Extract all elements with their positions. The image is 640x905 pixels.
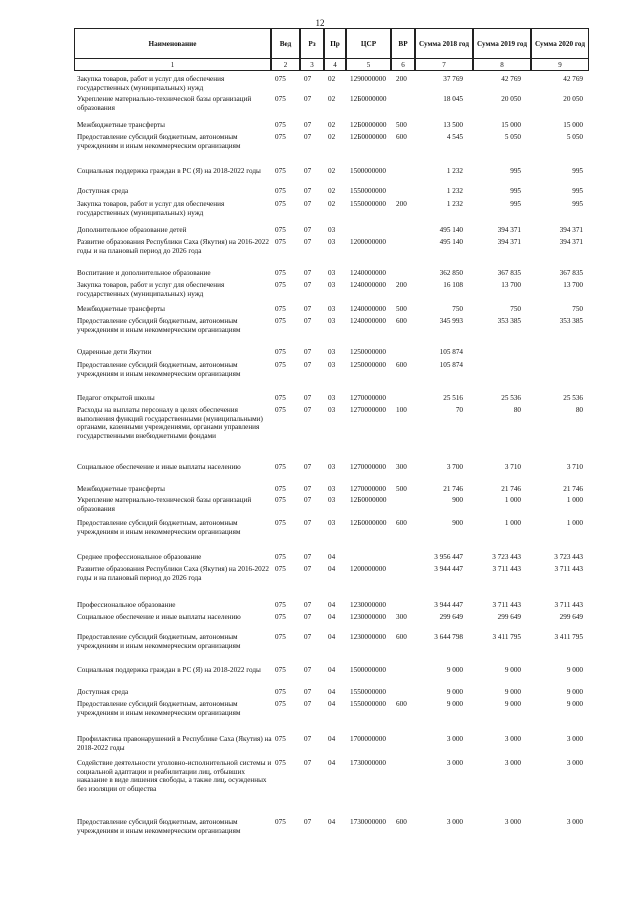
table-cell-sum-2019: 995 (510, 167, 521, 175)
table-cell-sum-2019: 1 000 (504, 519, 521, 527)
table-cell-sum-2018: 495 140 (439, 226, 463, 234)
table-cell-sum-2019: 42 769 (501, 75, 521, 83)
table-cell-ved: 075 (275, 496, 286, 504)
table-cell-rz: 07 (304, 95, 312, 103)
table-cell-csr: 1200000000 (350, 565, 386, 573)
table-cell-sum-2019: 5 050 (504, 133, 521, 141)
table-cell-sum-2018: 13 500 (443, 121, 463, 129)
table-cell-ved: 075 (275, 133, 286, 141)
table-cell-csr: 1500000000 (350, 167, 386, 175)
table-cell-sum-2018: 900 (452, 519, 463, 527)
table-cell-name: Межбюджетные трансферты (77, 485, 165, 493)
table-cell-sum-2018: 3 000 (446, 818, 463, 826)
table-cell-pr: 02 (328, 121, 336, 129)
table-cell-rz: 07 (304, 759, 312, 767)
table-cell-sum-2019: 3 711 443 (492, 601, 521, 609)
table-cell-name: Расходы на выплаты персоналу в целях обеспечения выполнения функций государственными (муниципальными) органами, казенными учреждениями, органами управления государственными внебюджетными фондами (77, 406, 263, 441)
table-cell-ved: 075 (275, 348, 286, 356)
table-cell-sum-2018: 900 (452, 496, 463, 504)
table-cell-sum-2019: 3 000 (504, 735, 521, 743)
table-cell-rz: 07 (304, 394, 312, 402)
column-number: 3 (300, 58, 324, 71)
table-cell-ved: 075 (275, 463, 286, 471)
table-cell-sum-2019: 9 000 (504, 666, 521, 674)
table-cell-sum-2018: 37 769 (443, 75, 463, 83)
table-cell-pr: 04 (328, 633, 336, 641)
table-cell-sum-2019: 9 000 (504, 700, 521, 708)
table-cell-ved: 075 (275, 305, 286, 313)
table-cell-vr: 600 (396, 818, 407, 826)
header-vr: ВР (391, 28, 415, 59)
table-cell-pr: 02 (328, 167, 336, 175)
table-cell-csr: 1550000000 (350, 700, 386, 708)
table-cell-sum-2018: 1 232 (446, 187, 463, 195)
table-cell-sum-2020: 21 746 (563, 485, 583, 493)
table-cell-rz: 07 (304, 666, 312, 674)
table-cell-ved: 075 (275, 187, 286, 195)
table-cell-csr: 1230000000 (350, 601, 386, 609)
table-cell-sum-2020: 9 000 (566, 688, 583, 696)
table-cell-name: Закупка товаров, работ и услуг для обеспечения государственных (муниципальных) нужд (77, 75, 225, 92)
table-cell-sum-2018: 1 232 (446, 167, 463, 175)
table-cell-ved: 075 (275, 95, 286, 103)
table-cell-name: Укрепление материально-технической базы организаций образования (77, 95, 252, 112)
table-cell-csr: 1240000000 (350, 317, 386, 325)
table-cell-pr: 03 (328, 269, 336, 277)
column-number: 5 (346, 58, 391, 71)
table-cell-pr: 02 (328, 200, 336, 208)
table-cell-sum-2020: 394 371 (559, 226, 583, 234)
table-cell-sum-2019: 3 723 443 (492, 553, 521, 561)
table-cell-name: Межбюджетные трансферты (77, 121, 165, 129)
table-cell-csr: 1250000000 (350, 348, 386, 356)
table-cell-sum-2020: 995 (572, 167, 583, 175)
table-cell-ved: 075 (275, 394, 286, 402)
table-cell-vr: 600 (396, 519, 407, 527)
table-cell-csr: 1240000000 (350, 305, 386, 313)
table-cell-csr: 1250000000 (350, 361, 386, 369)
table-cell-csr: 1200000000 (350, 238, 386, 246)
table-cell-pr: 04 (328, 601, 336, 609)
table-cell-sum-2020: 3 000 (566, 818, 583, 826)
table-cell-sum-2020: 42 769 (563, 75, 583, 83)
table-cell-pr: 04 (328, 818, 336, 826)
table-cell-ved: 075 (275, 167, 286, 175)
table-cell-pr: 02 (328, 95, 336, 103)
table-cell-vr: 200 (396, 75, 407, 83)
table-cell-pr: 03 (328, 519, 336, 527)
table-cell-name: Одаренные дети Якутии (77, 348, 152, 356)
table-cell-csr: 1550000000 (350, 688, 386, 696)
table-cell-sum-2018: 18 045 (443, 95, 463, 103)
table-cell-ved: 075 (275, 565, 286, 573)
table-cell-name: Предоставление субсидий бюджетным, автономным учреждениям и иным некоммерческим организациям (77, 519, 241, 536)
table-cell-rz: 07 (304, 281, 312, 289)
header-sum-2018: Сумма 2018 год (415, 28, 473, 59)
table-cell-pr: 03 (328, 317, 336, 325)
table-cell-name: Укрепление материально-технической базы организаций образования (77, 496, 252, 513)
table-cell-rz: 07 (304, 238, 312, 246)
table-cell-sum-2020: 3 711 443 (554, 601, 583, 609)
table-cell-sum-2020: 5 050 (566, 133, 583, 141)
table-cell-rz: 07 (304, 361, 312, 369)
column-number: 4 (324, 58, 346, 71)
table-cell-name: Доступная среда (77, 187, 129, 195)
header-pr: Пр (324, 28, 346, 59)
table-cell-csr: 1240000000 (350, 281, 386, 289)
table-cell-sum-2019: 353 385 (497, 317, 521, 325)
table-cell-sum-2018: 299 649 (439, 613, 463, 621)
table-cell-rz: 07 (304, 406, 312, 414)
table-cell-sum-2019: 3 000 (504, 818, 521, 826)
table-cell-ved: 075 (275, 269, 286, 277)
table-cell-sum-2018: 3 700 (446, 463, 463, 471)
table-cell-pr: 04 (328, 553, 336, 561)
table-cell-sum-2018: 4 545 (446, 133, 463, 141)
table-cell-sum-2019: 995 (510, 200, 521, 208)
table-cell-csr: 1730000000 (350, 818, 386, 826)
table-cell-vr: 600 (396, 317, 407, 325)
table-cell-pr: 04 (328, 700, 336, 708)
table-cell-name: Дополнительное образование детей (77, 226, 187, 234)
table-cell-csr: 1550000000 (350, 200, 386, 208)
table-cell-sum-2020: 3 723 443 (554, 553, 583, 561)
table-cell-sum-2018: 3 000 (446, 735, 463, 743)
table-cell-sum-2018: 495 140 (439, 238, 463, 246)
table-cell-name: Предоставление субсидий бюджетным, автономным учреждениям и иным некоммерческим организациям (77, 818, 241, 835)
table-cell-sum-2018: 9 000 (446, 666, 463, 674)
table-cell-sum-2018: 21 746 (443, 485, 463, 493)
table-cell-pr: 03 (328, 394, 336, 402)
table-cell-rz: 07 (304, 200, 312, 208)
table-cell-sum-2020: 353 385 (559, 317, 583, 325)
table-cell-rz: 07 (304, 496, 312, 504)
table-cell-sum-2018: 3 644 798 (434, 633, 463, 641)
table-cell-ved: 075 (275, 281, 286, 289)
table-cell-ved: 075 (275, 75, 286, 83)
table-cell-ved: 075 (275, 735, 286, 743)
header-name: Наименование (74, 28, 271, 59)
table-cell-ved: 075 (275, 601, 286, 609)
table-cell-sum-2020: 3 710 (566, 463, 583, 471)
table-cell-ved: 075 (275, 121, 286, 129)
table-cell-csr: 12Б0000000 (350, 519, 387, 527)
table-cell-rz: 07 (304, 633, 312, 641)
table-cell-ved: 075 (275, 485, 286, 493)
table-cell-csr: 1290000000 (350, 75, 386, 83)
header-sum-2020: Сумма 2020 год (531, 28, 589, 59)
table-cell-sum-2019: 21 746 (501, 485, 521, 493)
table-cell-csr: 1230000000 (350, 613, 386, 621)
table-cell-csr: 12Б0000000 (350, 121, 387, 129)
table-cell-sum-2020: 9 000 (566, 666, 583, 674)
table-cell-pr: 03 (328, 463, 336, 471)
table-cell-pr: 03 (328, 305, 336, 313)
table-cell-sum-2018: 1 232 (446, 200, 463, 208)
table-cell-vr: 600 (396, 133, 407, 141)
table-cell-rz: 07 (304, 735, 312, 743)
table-cell-csr: 1730000000 (350, 759, 386, 767)
table-cell-sum-2020: 3 711 443 (554, 565, 583, 573)
table-cell-ved: 075 (275, 406, 286, 414)
table-cell-ved: 075 (275, 226, 286, 234)
table-cell-pr: 04 (328, 565, 336, 573)
table-cell-sum-2018: 105 874 (439, 348, 463, 356)
table-cell-sum-2018: 750 (452, 305, 463, 313)
table-cell-sum-2020: 995 (572, 200, 583, 208)
table-cell-sum-2019: 1 000 (504, 496, 521, 504)
table-cell-sum-2020: 13 700 (563, 281, 583, 289)
table-cell-sum-2020: 299 649 (559, 613, 583, 621)
table-cell-name: Среднее профессиональное образование (77, 553, 202, 561)
table-cell-sum-2018: 25 516 (443, 394, 463, 402)
table-cell-pr: 04 (328, 613, 336, 621)
table-cell-name: Доступная среда (77, 688, 129, 696)
table-cell-csr: 1500000000 (350, 666, 386, 674)
table-cell-sum-2018: 3 000 (446, 759, 463, 767)
table-cell-rz: 07 (304, 305, 312, 313)
table-cell-pr: 03 (328, 485, 336, 493)
table-cell-sum-2020: 750 (572, 305, 583, 313)
table-cell-name: Педагог открытой школы (77, 394, 155, 402)
table-cell-sum-2019: 299 649 (497, 613, 521, 621)
table-cell-rz: 07 (304, 317, 312, 325)
table-cell-sum-2018: 9 000 (446, 688, 463, 696)
table-cell-csr: 1230000000 (350, 633, 386, 641)
table-cell-rz: 07 (304, 613, 312, 621)
table-cell-name: Предоставление субсидий бюджетным, автономным учреждениям и иным некоммерческим организациям (77, 317, 241, 334)
table-cell-ved: 075 (275, 553, 286, 561)
header-csr: ЦСР (346, 28, 391, 59)
table-cell-vr: 500 (396, 121, 407, 129)
table-cell-sum-2020: 3 411 795 (554, 633, 583, 641)
table-cell-rz: 07 (304, 269, 312, 277)
table-cell-name: Профилактика правонарушений в Республике Саха (Якутия) на 2018-2022 годы (77, 735, 272, 752)
table-cell-ved: 075 (275, 317, 286, 325)
table-cell-csr: 12Б0000000 (350, 496, 387, 504)
table-cell-ved: 075 (275, 238, 286, 246)
header-rz: Рз (300, 28, 324, 59)
table-cell-sum-2020: 367 835 (559, 269, 583, 277)
table-cell-csr: 1270000000 (350, 463, 386, 471)
table-cell-ved: 075 (275, 759, 286, 767)
table-cell-vr: 100 (396, 406, 407, 414)
table-cell-sum-2020: 3 000 (566, 759, 583, 767)
table-cell-sum-2018: 9 000 (446, 700, 463, 708)
table-cell-sum-2020: 394 371 (559, 238, 583, 246)
table-cell-pr: 04 (328, 688, 336, 696)
table-cell-ved: 075 (275, 361, 286, 369)
table-cell-name: Социальное обеспечение и иные выплаты населению (77, 463, 241, 471)
table-cell-sum-2019: 15 000 (501, 121, 521, 129)
table-cell-ved: 075 (275, 633, 286, 641)
table-cell-sum-2018: 70 (455, 406, 463, 414)
table-cell-ved: 075 (275, 200, 286, 208)
table-cell-vr: 500 (396, 305, 407, 313)
table-cell-sum-2020: 1 000 (566, 496, 583, 504)
table-cell-csr: 1270000000 (350, 485, 386, 493)
table-cell-pr: 04 (328, 666, 336, 674)
table-cell-ved: 075 (275, 666, 286, 674)
table-cell-sum-2018: 3 944 447 (434, 565, 463, 573)
table-cell-sum-2019: 3 000 (504, 759, 521, 767)
table-cell-csr: 1270000000 (350, 394, 386, 402)
table-cell-sum-2020: 15 000 (563, 121, 583, 129)
table-cell-sum-2020: 20 050 (563, 95, 583, 103)
column-number: 6 (391, 58, 415, 71)
table-cell-rz: 07 (304, 167, 312, 175)
table-cell-pr: 03 (328, 406, 336, 414)
table-cell-sum-2018: 345 993 (439, 317, 463, 325)
table-cell-sum-2020: 80 (575, 406, 583, 414)
table-cell-name: Социальная поддержка граждан в РС (Я) на 2018-2022 годы (77, 666, 261, 674)
table-cell-csr: 1240000000 (350, 269, 386, 277)
column-number: 2 (271, 58, 300, 71)
table-cell-sum-2020: 995 (572, 187, 583, 195)
table-cell-name: Закупка товаров, работ и услуг для обеспечения государственных (муниципальных) нужд (77, 281, 225, 298)
table-cell-name: Воспитание и дополнительное образование (77, 269, 211, 277)
table-cell-sum-2018: 16 108 (443, 281, 463, 289)
table-cell-name: Развитие образования Республики Саха (Якутия) на 2016-2022 годы и на плановый период до 2026 года (77, 565, 269, 582)
table-cell-csr: 12Б0000000 (350, 133, 387, 141)
table-cell-sum-2020: 9 000 (566, 700, 583, 708)
column-number: 1 (74, 58, 271, 71)
table-cell-sum-2019: 13 700 (501, 281, 521, 289)
table-cell-sum-2019: 995 (510, 187, 521, 195)
header-sum-2019: Сумма 2019 год (473, 28, 531, 59)
table-cell-pr: 03 (328, 226, 336, 234)
table-cell-name: Социальное обеспечение и иные выплаты населению (77, 613, 241, 621)
table-cell-rz: 07 (304, 601, 312, 609)
table-cell-sum-2020: 3 000 (566, 735, 583, 743)
table-cell-pr: 04 (328, 735, 336, 743)
table-cell-ved: 075 (275, 688, 286, 696)
table-cell-sum-2019: 367 835 (497, 269, 521, 277)
table-cell-rz: 07 (304, 553, 312, 561)
table-cell-sum-2018: 362 850 (439, 269, 463, 277)
table-cell-vr: 600 (396, 361, 407, 369)
table-cell-pr: 03 (328, 281, 336, 289)
table-cell-rz: 07 (304, 688, 312, 696)
table-cell-name: Содействие деятельности уголовно-исполнительной системы и социальной адаптации и реабилитации лиц, отбывших наказание в виде лишения свободы, а также лиц, осужденных без изоляции от общества (77, 759, 272, 794)
table-cell-vr: 600 (396, 700, 407, 708)
table-cell-sum-2018: 3 944 447 (434, 601, 463, 609)
table-cell-sum-2019: 394 371 (497, 226, 521, 234)
table-cell-name: Предоставление субсидий бюджетным, автономным учреждениям и иным некоммерческим организациям (77, 700, 241, 717)
table-cell-sum-2019: 3 411 795 (492, 633, 521, 641)
table-cell-pr: 03 (328, 238, 336, 246)
table-cell-rz: 07 (304, 348, 312, 356)
table-cell-ved: 075 (275, 700, 286, 708)
table-cell-sum-2018: 105 874 (439, 361, 463, 369)
table-cell-rz: 07 (304, 121, 312, 129)
table-cell-name: Предоставление субсидий бюджетным, автономным учреждениям и иным некоммерческим организациям (77, 633, 241, 650)
table-cell-csr: 1700000000 (350, 735, 386, 743)
table-cell-rz: 07 (304, 700, 312, 708)
table-cell-sum-2019: 750 (510, 305, 521, 313)
table-cell-vr: 600 (396, 633, 407, 641)
table-cell-vr: 500 (396, 485, 407, 493)
page-number: 12 (315, 18, 325, 28)
column-number: 8 (473, 58, 531, 71)
table-cell-sum-2019: 20 050 (501, 95, 521, 103)
table-cell-sum-2019: 80 (513, 406, 521, 414)
table-cell-pr: 03 (328, 361, 336, 369)
table-cell-rz: 07 (304, 133, 312, 141)
table-cell-sum-2019: 9 000 (504, 688, 521, 696)
table-cell-vr: 200 (396, 281, 407, 289)
table-cell-sum-2019: 394 371 (497, 238, 521, 246)
table-cell-pr: 03 (328, 348, 336, 356)
table-cell-name: Развитие образования Республики Саха (Якутия) на 2016-2022 годы и на плановый период до 2026 года (77, 238, 269, 255)
table-cell-pr: 02 (328, 133, 336, 141)
table-cell-ved: 075 (275, 519, 286, 527)
table-cell-sum-2020: 1 000 (566, 519, 583, 527)
table-cell-sum-2018: 3 956 447 (434, 553, 463, 561)
table-cell-rz: 07 (304, 226, 312, 234)
table-cell-ved: 075 (275, 613, 286, 621)
table-cell-csr: 1270000000 (350, 406, 386, 414)
table-cell-vr: 300 (396, 613, 407, 621)
table-cell-rz: 07 (304, 463, 312, 471)
table-cell-name: Профессиональное образование (77, 601, 176, 609)
table-cell-vr: 300 (396, 463, 407, 471)
table-cell-pr: 02 (328, 187, 336, 195)
table-cell-name: Предоставление субсидий бюджетным, автономным учреждениям и иным некоммерческим организациям (77, 133, 241, 150)
column-number: 7 (415, 58, 473, 71)
table-cell-name: Предоставление субсидий бюджетным, автономным учреждениям и иным некоммерческим организациям (77, 361, 241, 378)
table-cell-rz: 07 (304, 565, 312, 573)
table-cell-sum-2019: 3 711 443 (492, 565, 521, 573)
table-cell-rz: 07 (304, 187, 312, 195)
table-cell-rz: 07 (304, 485, 312, 493)
table-cell-pr: 02 (328, 75, 336, 83)
table-cell-csr: 1550000000 (350, 187, 386, 195)
table-cell-rz: 07 (304, 75, 312, 83)
table-cell-ved: 075 (275, 818, 286, 826)
table-cell-csr: 12Б0000000 (350, 95, 387, 103)
table-cell-name: Закупка товаров, работ и услуг для обеспечения государственных (муниципальных) нужд (77, 200, 225, 217)
table-cell-pr: 04 (328, 759, 336, 767)
table-cell-sum-2019: 25 536 (501, 394, 521, 402)
column-number: 9 (531, 58, 589, 71)
table-cell-name: Социальная поддержка граждан в РС (Я) на 2018-2022 годы (77, 167, 261, 175)
header-ved: Вед (271, 28, 300, 59)
table-cell-vr: 200 (396, 200, 407, 208)
table-cell-pr: 03 (328, 496, 336, 504)
table-cell-sum-2020: 25 536 (563, 394, 583, 402)
table-cell-rz: 07 (304, 818, 312, 826)
table-cell-name: Межбюджетные трансферты (77, 305, 165, 313)
table-cell-sum-2019: 3 710 (504, 463, 521, 471)
table-cell-rz: 07 (304, 519, 312, 527)
